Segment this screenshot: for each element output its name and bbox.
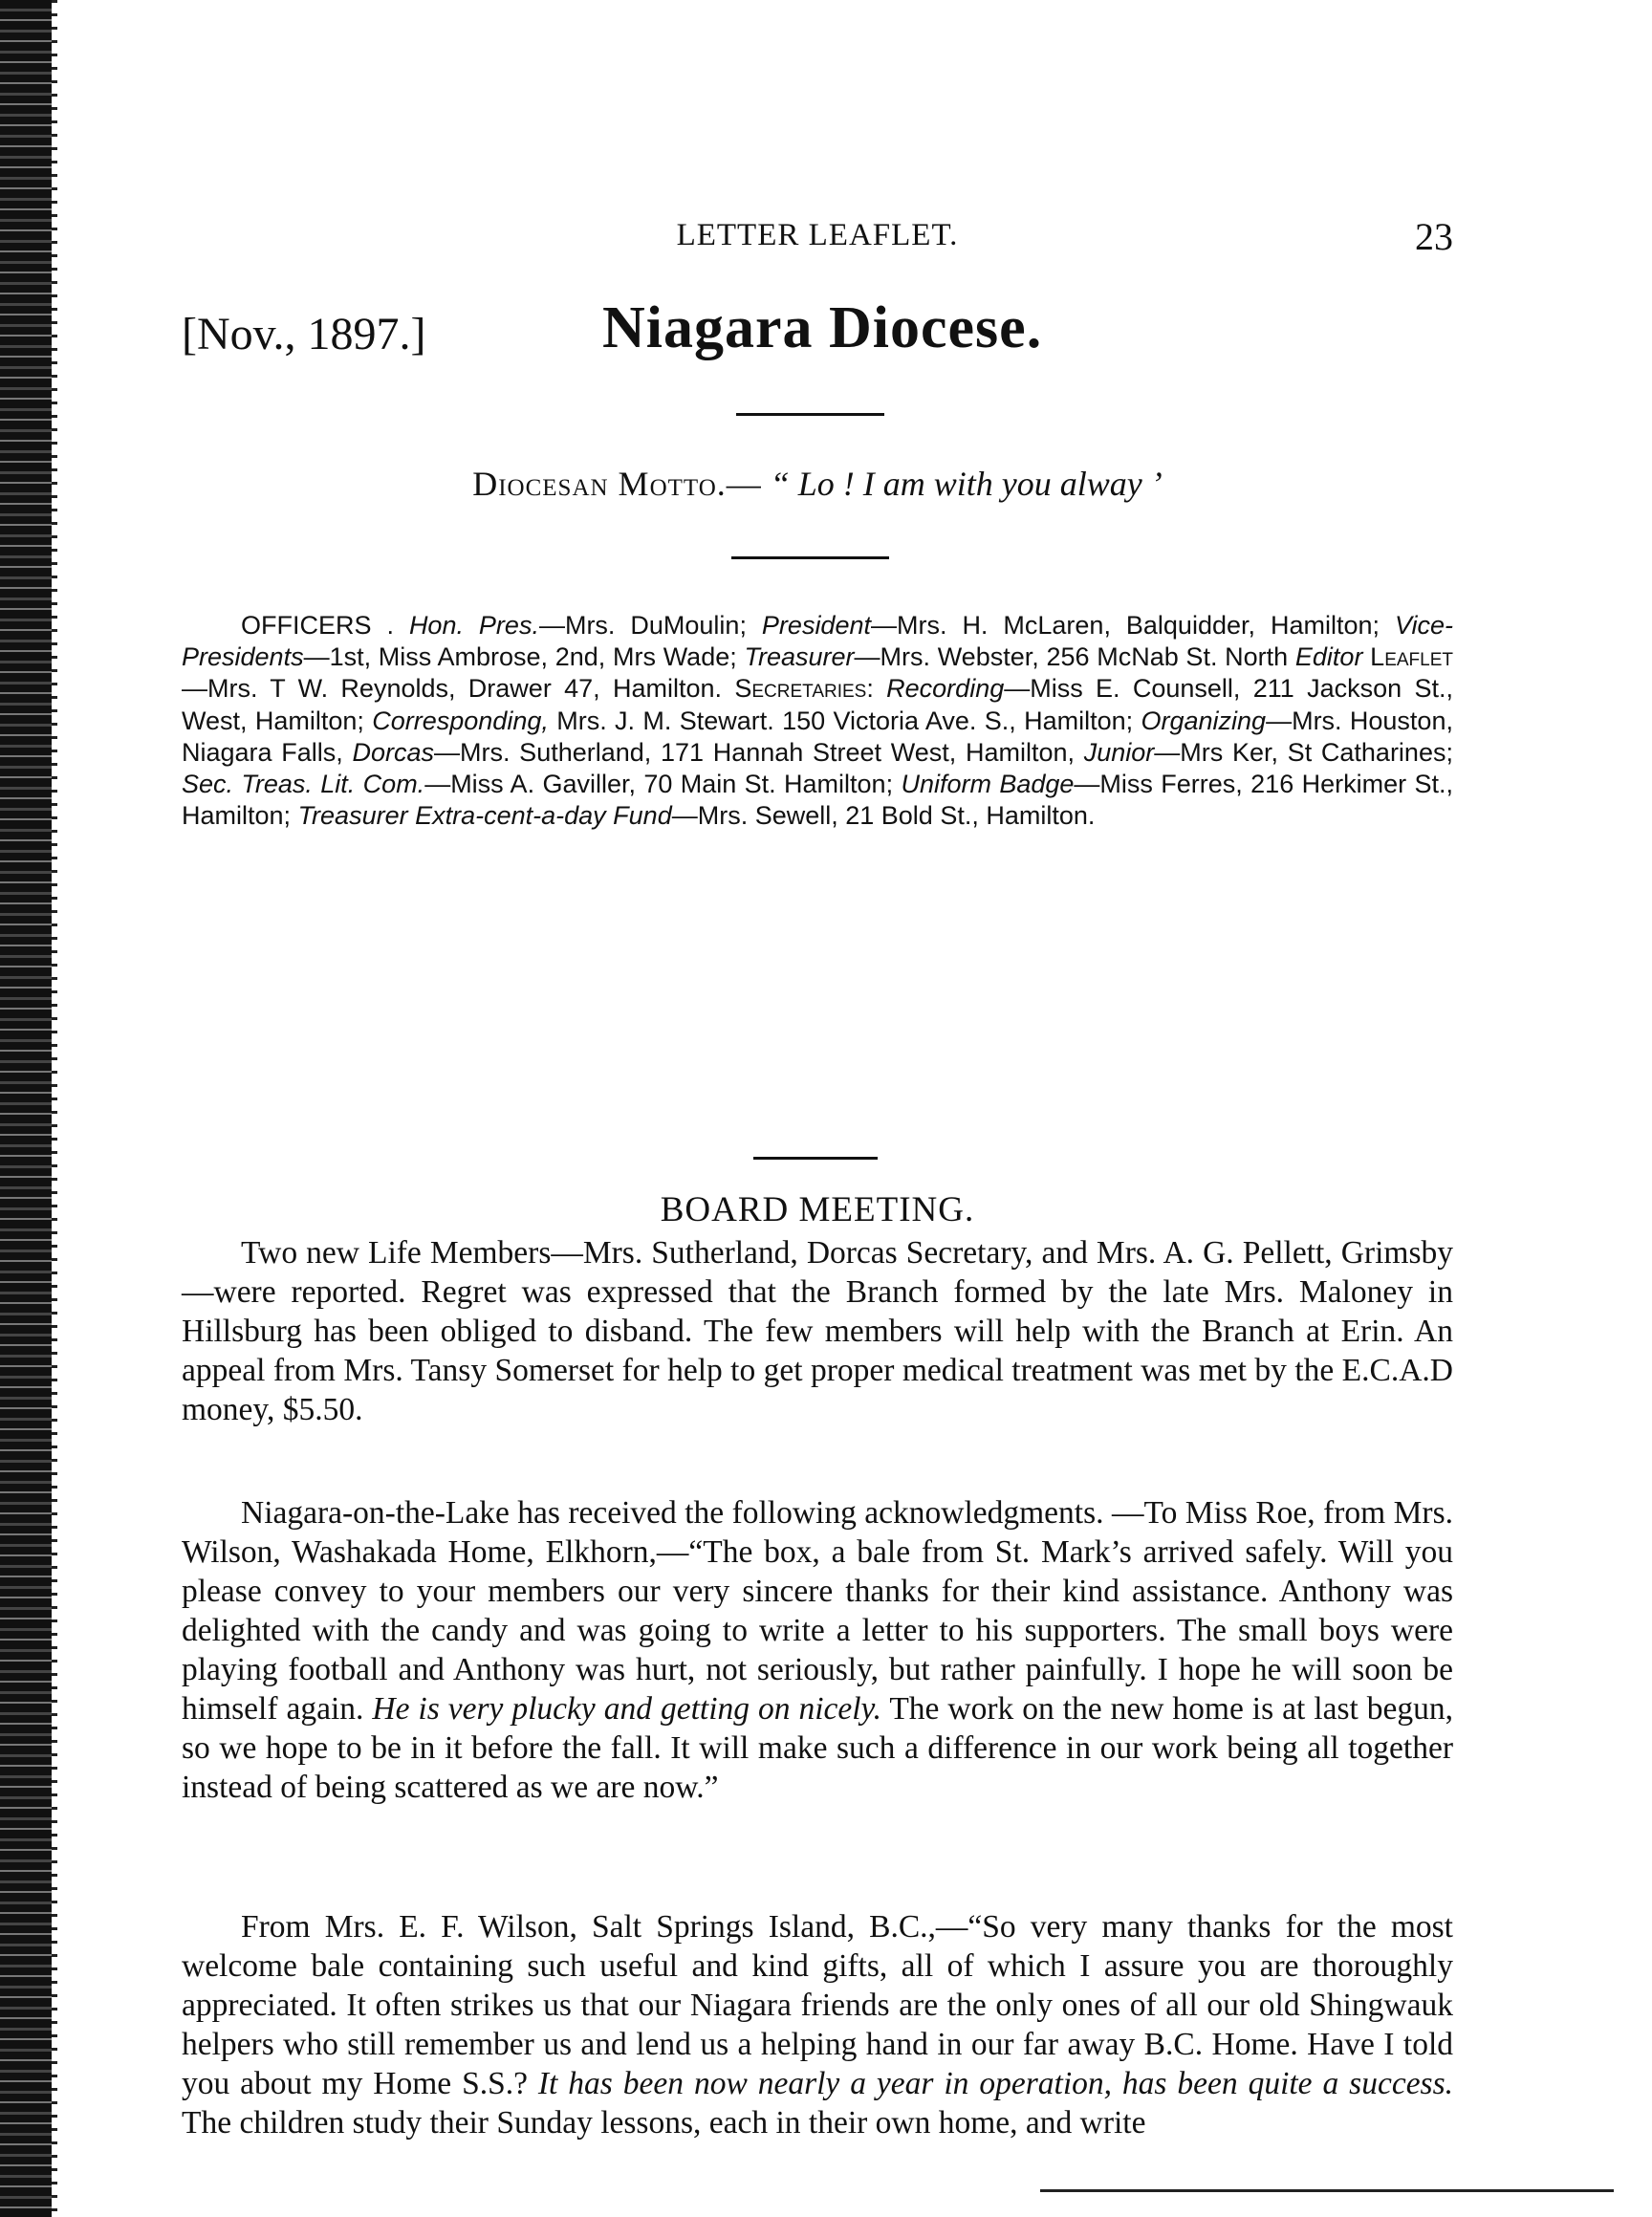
paragraph-3c: The children study their Sunday lessons, each in their own home, and write [182, 2105, 1146, 2141]
junior: —Mrs Ker, St Catharines; [1154, 737, 1453, 767]
recording: —Miss E. Counsell, 211 Jackson St., West, Hamilton; [182, 674, 1453, 735]
footer-rule [1040, 2189, 1614, 2192]
secretaries-label: Secretaries: [734, 674, 874, 704]
dorcas-label: Dorcas [352, 737, 434, 767]
paragraph-2a: Niagara-on-the-Lake has received the following acknowledgments. —To Miss Roe, from Mrs. Wilson, Washakada Home, Elkhorn,—“The box, a bale from St. Mark’s arrived safely. Will you please convey to your members our very sincere thanks for their kind assistance. Anthony was delighted with the candy and was going to write a letter to his supporters. The small boys were playing football and Anthony was hurt, not seriously, but rather painfully. I hope he will soon be himself again. [182, 1495, 1453, 1727]
hon-pres-label: Hon. Pres. [408, 611, 539, 640]
paragraph-life-members [182, 1233, 1453, 1429]
paragraph-3b: It has been now nearly a year in operation, has been quite a success. [537, 2066, 1454, 2101]
extra-cent: —Mrs. Sewell, 21 Bold St., Hamilton. [671, 801, 1096, 831]
treasurer-label: Treasurer [744, 642, 855, 672]
board-meeting-heading: BOARD MEETING. [660, 1190, 975, 1229]
officers-list [182, 610, 1453, 832]
editor: —Mrs. T W. Reynolds, Drawer 47, Hamilton. [182, 674, 723, 704]
sec-treas: —Miss A. Gaviller, 70 Main St. Hamilton; [424, 770, 894, 799]
editor-label: Editor [1294, 642, 1363, 672]
leaflet-page [182, 191, 1453, 2161]
hon-pres: —Mrs. DuMoulin; [538, 611, 747, 640]
corresponding: Mrs. J. M. Stewart. 150 Victoria Ave. S., Hamilton; [556, 706, 1134, 735]
motto-label: Diocesan Motto.— [472, 465, 762, 503]
officers-rule [753, 1157, 878, 1160]
title-rule [736, 413, 884, 416]
sec-treas-label: Sec. Treas. Lit. Com. [182, 770, 425, 799]
running-title: LETTER LEAFLET. [676, 218, 959, 252]
paragraph-acknowledgments [182, 1493, 1453, 1807]
motto-rule [731, 556, 889, 559]
paragraph-3-text [182, 1907, 1453, 2142]
paragraph-2-text [182, 1493, 1453, 1807]
dorcas: —Mrs. Sutherland, 171 Hannah Street West, Hamilton, [434, 737, 1076, 767]
diocese-title: Niagara Diocese. [602, 295, 1043, 360]
president: —Mrs. H. McLaren, Balquidder, Hamilton; [871, 611, 1380, 640]
page-number: 23 [1415, 215, 1453, 258]
paragraph-2b: He is very plucky and getting on nicely. [372, 1691, 881, 1727]
paragraph-wilson-letter [182, 1907, 1453, 2142]
junior-label: Junior [1083, 737, 1155, 767]
paragraph-2c: The work on the new home is at last begun, so we hope to be in it before the fall. It will make such a difference in our work being all together instead of being scattered as we are now.” [182, 1691, 1454, 1805]
book-binding-edge [0, 0, 52, 2217]
dateline: [Nov., 1897.] [182, 309, 426, 359]
officers-lead: OFFICERS . [241, 611, 394, 640]
book-binding-shadow [52, 0, 57, 2217]
motto-text: “ Lo ! I am with you alway ’ [770, 465, 1163, 503]
extra-cent-label: Treasurer Extra-cent-a-day Fund [297, 801, 672, 831]
treasurer: —Mrs. Webster, 256 McNab St. North [854, 642, 1289, 672]
running-head [182, 215, 1453, 266]
president-label: President [761, 611, 871, 640]
corresponding-label: Corresponding, [372, 706, 549, 735]
vice-presidents: —1st, Miss Ambrose, 2nd, Mrs Wade; [303, 642, 737, 672]
vice-presidents-label: Vice-Presidents [182, 611, 1453, 672]
paragraph-3a: From Mrs. E. F. Wilson, Salt Springs Island, B.C.,—“So very many thanks for the most welcome bale containing such useful and kind gifts, all of which I assure you are thoroughly appreciated. It often strikes us that our Niagara friends are the only ones of all our old Shingwauk helpers who still remember us and lend us a helping hand in our far away B.C. Home. Have I told you about my Home S.S.? [182, 1909, 1453, 2101]
editor-leaflet: Leaflet [1370, 642, 1453, 672]
organizing: —Mrs. Houston, Niagara Falls, [182, 706, 1453, 767]
uniform-badge-label: Uniform Badge [901, 770, 1075, 799]
uniform-badge: —Miss Ferres, 216 Herkimer St., Hamilton; [182, 770, 1453, 831]
diocesan-motto [182, 464, 1453, 504]
recording-label: Recording [886, 674, 1005, 704]
organizing-label: Organizing [1141, 706, 1267, 735]
paragraph-1-text: Two new Life Members—Mrs. Sutherland, Dorcas Secretary, and Mrs. A. G. Pellett, Grimsby—were reported. Regret was expressed that the Branch formed by the late Mrs. Maloney in Hillsburg has been obliged to disband. The few members will help with the Branch at Erin. An appeal from Mrs. Tansy Somerset for help to get proper medical treatment was met by the E.C.A.D money, $5.50. [182, 1235, 1453, 1427]
